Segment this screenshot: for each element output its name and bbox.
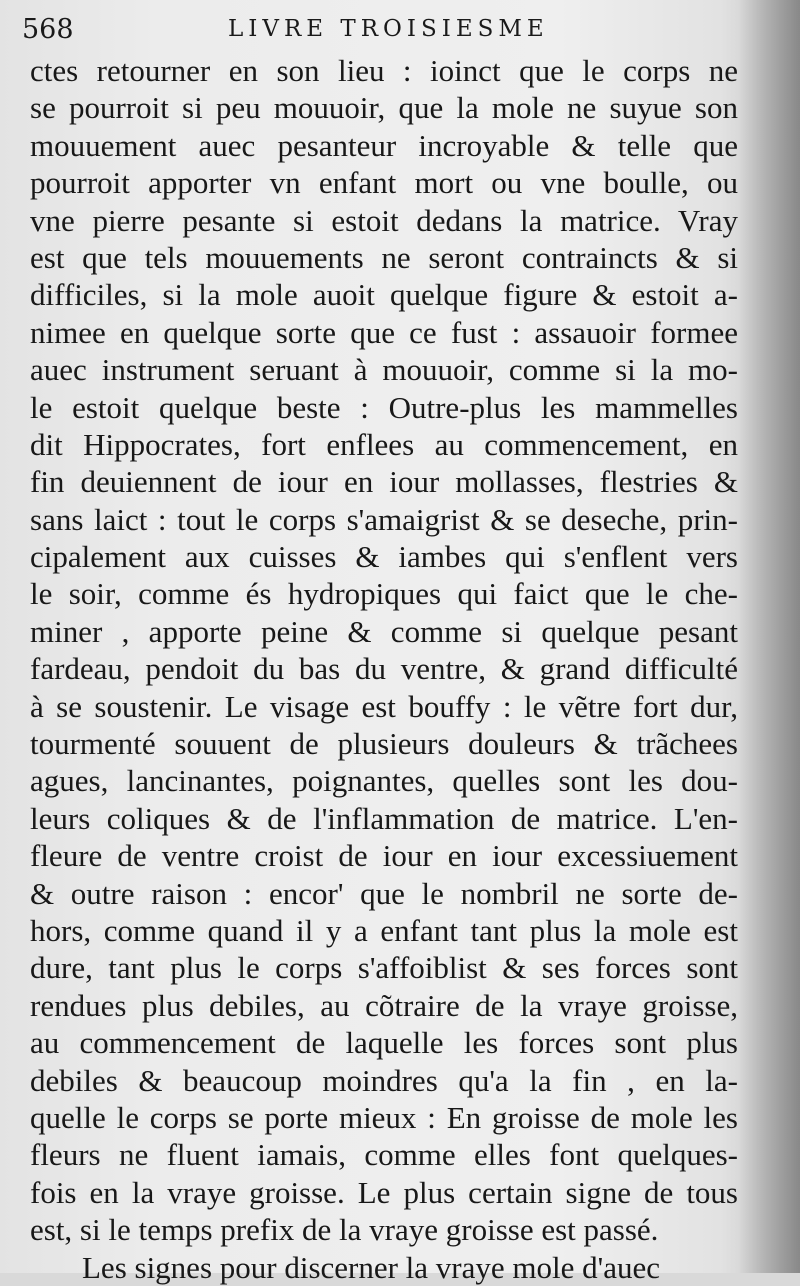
text-line: debiles & beaucoup moindres qu'a la fin , en la- bbox=[30, 1062, 738, 1098]
text-line: auec instrument seruant à mouuoir, comme si la mo- bbox=[30, 352, 738, 388]
text-line: tourmenté souuent de plusieurs douleurs & trãchees bbox=[30, 726, 738, 762]
text-line: fois en la vraye groisse. Le plus certain signe de tous bbox=[30, 1174, 738, 1210]
text-line: à se soustenir. Le visage est bouffy : le vẽtre fort dur, bbox=[30, 688, 738, 724]
text-line: le soir, comme és hydropiques qui faict que le che- bbox=[30, 576, 738, 612]
text-line: fin deuiennent de iour en iour mollasses, flestries & bbox=[30, 464, 738, 500]
text-line: sans laict : tout le corps s'amaigrist & se deseche, prin- bbox=[30, 501, 738, 537]
text-line: pourroit apporter vn enfant mort ou vne boulle, ou bbox=[30, 165, 738, 201]
text-line: rendues plus debiles, au cõtraire de la vraye groisse, bbox=[30, 987, 738, 1023]
text-line: ctes retourner en son lieu : ioinct que le corps ne bbox=[30, 53, 738, 88]
text-line: fleure de ventre croist de iour en iour excessiuement bbox=[30, 838, 738, 874]
text-line: est que tels mouuements ne seront contraincts & si bbox=[30, 239, 738, 275]
text-line: dit Hippocrates, fort enflees au commencement, en bbox=[30, 426, 738, 462]
text-line: quelle le corps se porte mieux : En groisse de mole les bbox=[30, 1099, 738, 1135]
running-title: LIVRE TROISIESME bbox=[228, 16, 549, 42]
text-line: miner , apporte peine & comme si quelque pesant bbox=[30, 613, 738, 649]
page-number: 568 bbox=[22, 14, 74, 45]
text-line: mouuement auec pesanteur incroyable & telle que bbox=[30, 127, 738, 163]
text-line: leurs coliques & de l'inflammation de matrice. L'en- bbox=[30, 800, 738, 836]
text-line: fleurs ne fluent iamais, comme elles font quelques- bbox=[30, 1137, 738, 1173]
text-line: fardeau, pendoit du bas du ventre, & grand difficulté bbox=[30, 651, 738, 687]
text-line: difficiles, si la mole auoit quelque figure & estoit a- bbox=[30, 277, 738, 313]
text-line: vne pierre pesante si estoit dedans la matrice. Vray bbox=[30, 202, 738, 238]
text-line: & outre raison : encor' que le nombril ne sorte de- bbox=[30, 875, 738, 911]
text-line: dure, tant plus le corps s'affoiblist & ses forces sont bbox=[30, 950, 738, 986]
text-line: agues, lancinantes, poignantes, quelles sont les dou- bbox=[30, 763, 738, 799]
text-line: le estoit quelque beste : Outre-plus les mammelles bbox=[30, 389, 738, 425]
text-line: cipalement aux cuisses & iambes qui s'enflent vers bbox=[30, 539, 738, 575]
text-line: au commencement de laquelle les forces sont plus bbox=[30, 1025, 738, 1061]
text-line: nimee en quelque sorte que ce fust : assauoir formee bbox=[30, 314, 738, 350]
text-line: est, si le temps prefix de la vraye groisse est passé. bbox=[30, 1212, 659, 1248]
gutter-shadow bbox=[738, 0, 800, 1273]
text-line: se pourroit si peu mouuoir, que la mole ne suyue son bbox=[30, 90, 738, 126]
text-line: hors, comme quand il y a enfant tant plus la mole est bbox=[30, 912, 738, 948]
body-text bbox=[30, 52, 738, 1286]
text-line: Les signes pour discerner la vraye mole d'auec bbox=[82, 1249, 660, 1285]
